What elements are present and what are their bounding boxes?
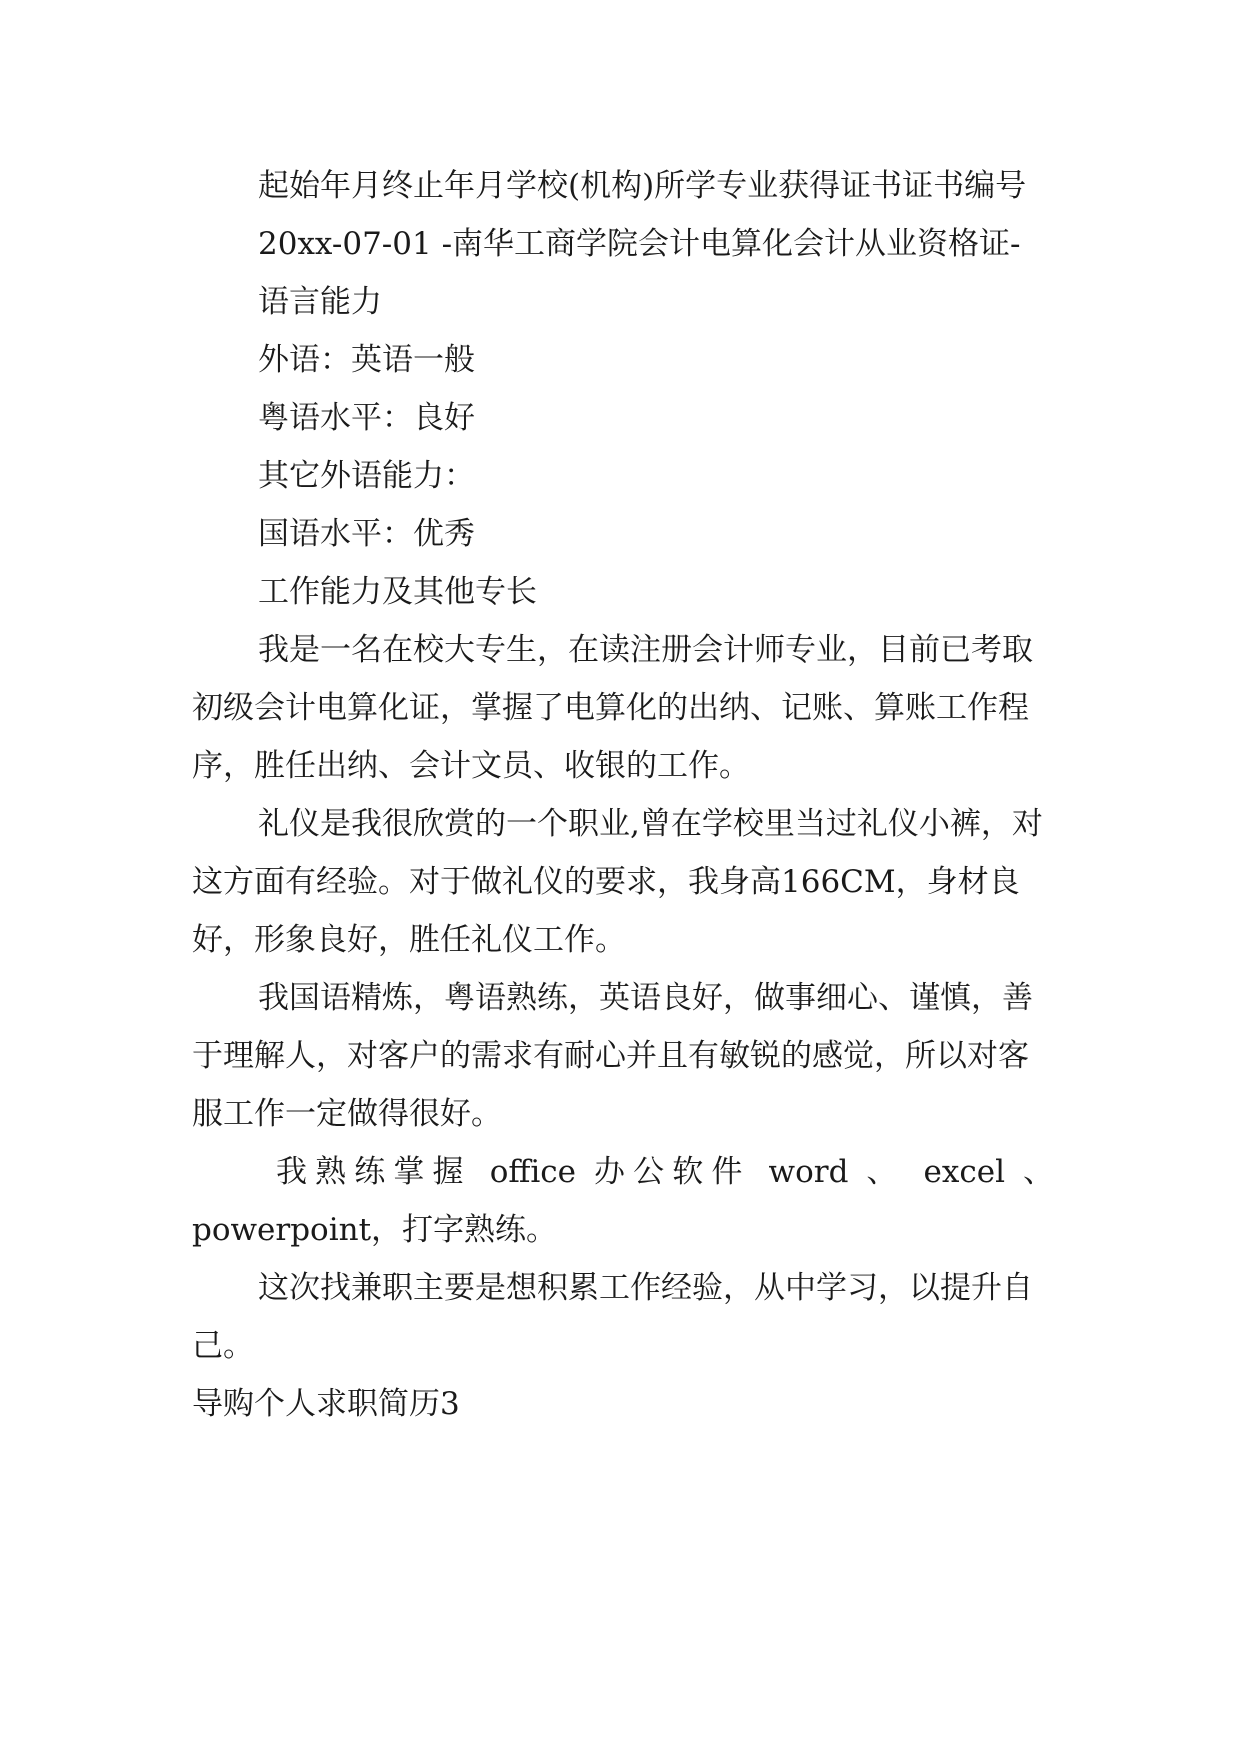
paragraph-office-skills xyxy=(192,1143,1054,1259)
language-mandarin: 国语水平：优秀 xyxy=(258,516,475,552)
language-other: 其它外语能力： xyxy=(258,458,475,494)
paragraph-accounting: 我是一名在校大专生，在读注册会计师专业，目前已考取初级会计电算化证，掌握了电算化的出纳、记账、算账工作程序，胜任出纳、会计文员、收银的工作。 xyxy=(192,632,1033,784)
certificate-table-header: 起始年月终止年月学校(机构)所学专业获得证书证书编号 xyxy=(258,168,1027,204)
next-section-title: 导购个人求职简历3 xyxy=(192,1386,460,1422)
office-skills-line-1: 我熟练掌握 office 办公软件 word 、 excel 、 xyxy=(276,1154,1054,1190)
skills-section-heading: 工作能力及其他专长 xyxy=(258,574,537,610)
paragraph-customer-service: 我国语精炼，粤语熟练，英语良好，做事细心、谨慎，善于理解人，对客户的需求有耐心并且有敏锐的感觉，所以对客服工作一定做得很好。 xyxy=(192,980,1033,1132)
office-skills-line-2: powerpoint，打字熟练。 xyxy=(192,1212,558,1248)
language-foreign: 外语：英语一般 xyxy=(258,342,475,378)
language-section-heading: 语言能力 xyxy=(258,284,382,320)
paragraph-goal: 这次找兼职主要是想积累工作经验，从中学习，以提升自己。 xyxy=(192,1270,1033,1364)
document-body xyxy=(192,157,1054,1433)
paragraph-etiquette: 礼仪是我很欣赏的一个职业,曾在学校里当过礼仪小裤，对这方面有经验。对于做礼仪的要求，我身高166CM，身材良好，形象良好，胜任礼仪工作。 xyxy=(192,806,1043,958)
certificate-entry: 20xx-07-01 -南华工商学院会计电算化会计从业资格证- xyxy=(258,226,1021,262)
language-cantonese: 粤语水平：良好 xyxy=(258,400,475,436)
